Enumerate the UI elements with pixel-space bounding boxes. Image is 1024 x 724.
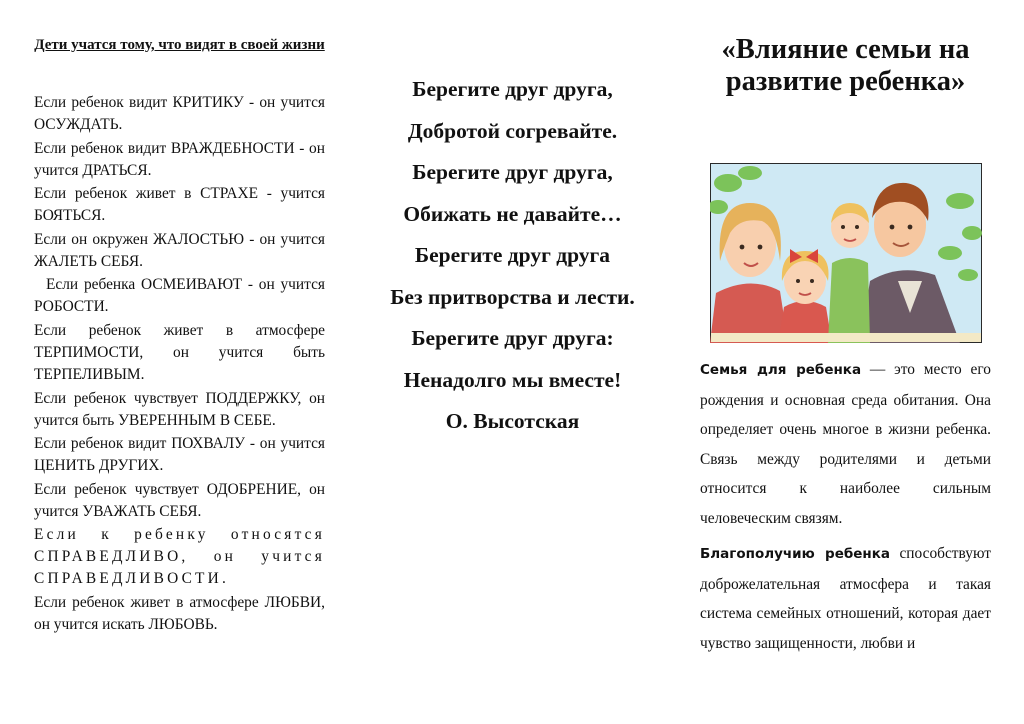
poem-line: Берегите друг друга,	[412, 160, 613, 184]
paragraph-hostility: Если ребенок видит ВРАЖДЕБНОСТИ - он учится ДРАТЬСЯ.	[34, 139, 325, 179]
poem-line: Берегите друг друга:	[411, 326, 614, 350]
paragraph-fear: Если ребенок живет в СТРАХЕ - учится БОЯТЬСЯ.	[34, 185, 325, 225]
paragraph-love: Если ребенок живет в атмосфере ЛЮБВИ, он учится искать ЛЮБОВЬ.	[34, 593, 325, 633]
wellbeing-paragraph-text: способствуют доброжелательная атмосфера и такая система семейных отношений, которая дает чувство защищенности, любви и	[700, 545, 991, 652]
paragraph-fairness: Если к ребенку относятся СПРАВЕДЛИВО, он учится СПРАВЕДЛИВОСТИ.	[34, 526, 325, 588]
left-column	[34, 0, 325, 724]
right-column	[700, 0, 991, 724]
poem-line: Ненадолго мы вместе!	[403, 367, 622, 392]
paragraph-pity: Если он окружен ЖАЛОСТЬЮ - он учится ЖАЛЕТЬ СЕБЯ.	[34, 230, 325, 270]
poem-line: Без притворства и лести.	[390, 284, 635, 309]
poem-author: О. Высотская	[445, 409, 580, 433]
poem	[360, 69, 665, 443]
right-column-text	[700, 355, 991, 664]
wellbeing-paragraph	[700, 539, 991, 658]
paragraph-list	[34, 92, 325, 638]
poem-line: Добротой согревайте.	[407, 118, 618, 143]
poem-line: Обижать не давайте…	[403, 201, 622, 226]
middle-column	[360, 0, 665, 724]
paragraph-tolerance: Если ребенок живет в атмосфере ТЕРПИМОСТИ, он учится быть ТЕРПЕЛИВЫМ.	[34, 321, 325, 383]
left-column-title: Дети учатся тому, что видят в своей жизни	[34, 37, 325, 53]
poem-line: Берегите друг друга	[414, 243, 611, 267]
family-illustration-icon	[710, 163, 982, 343]
poem-line: Берегите друг друга,	[412, 77, 613, 101]
wellbeing-paragraph-lead: Благополучию ребенка	[700, 546, 891, 562]
family-paragraph	[700, 355, 991, 533]
brochure-title: «Влияние семьи на развитие ребенка»	[721, 34, 970, 97]
paragraph-ridicule: Если ребенка ОСМЕИВАЮТ - он учится РОБОСТИ.	[34, 276, 325, 316]
family-paragraph-lead: Семья для ребенка	[700, 362, 862, 378]
paragraph-support: Если ребенок чувствует ПОДДЕРЖКУ, он учится быть УВЕРЕННЫМ В СЕБЕ.	[34, 389, 325, 429]
paragraph-criticism: Если ребенок видит КРИТИКУ - он учится ОСУЖДАТЬ.	[34, 94, 325, 133]
paragraph-praise: Если ребенок видит ПОХВАЛУ - он учится ЦЕНИТЬ ДРУГИХ.	[34, 435, 325, 475]
paragraph-approval: Если ребенок чувствует ОДОБРЕНИЕ, он учится УВАЖАТЬ СЕБЯ.	[34, 480, 325, 520]
family-paragraph-text: — это место его рождения и основная среда обитания. Она определяет очень многое в жизни ребенка. Связь между родителями и детьми относится к наиболее сильным человеческим связям.	[700, 361, 991, 527]
